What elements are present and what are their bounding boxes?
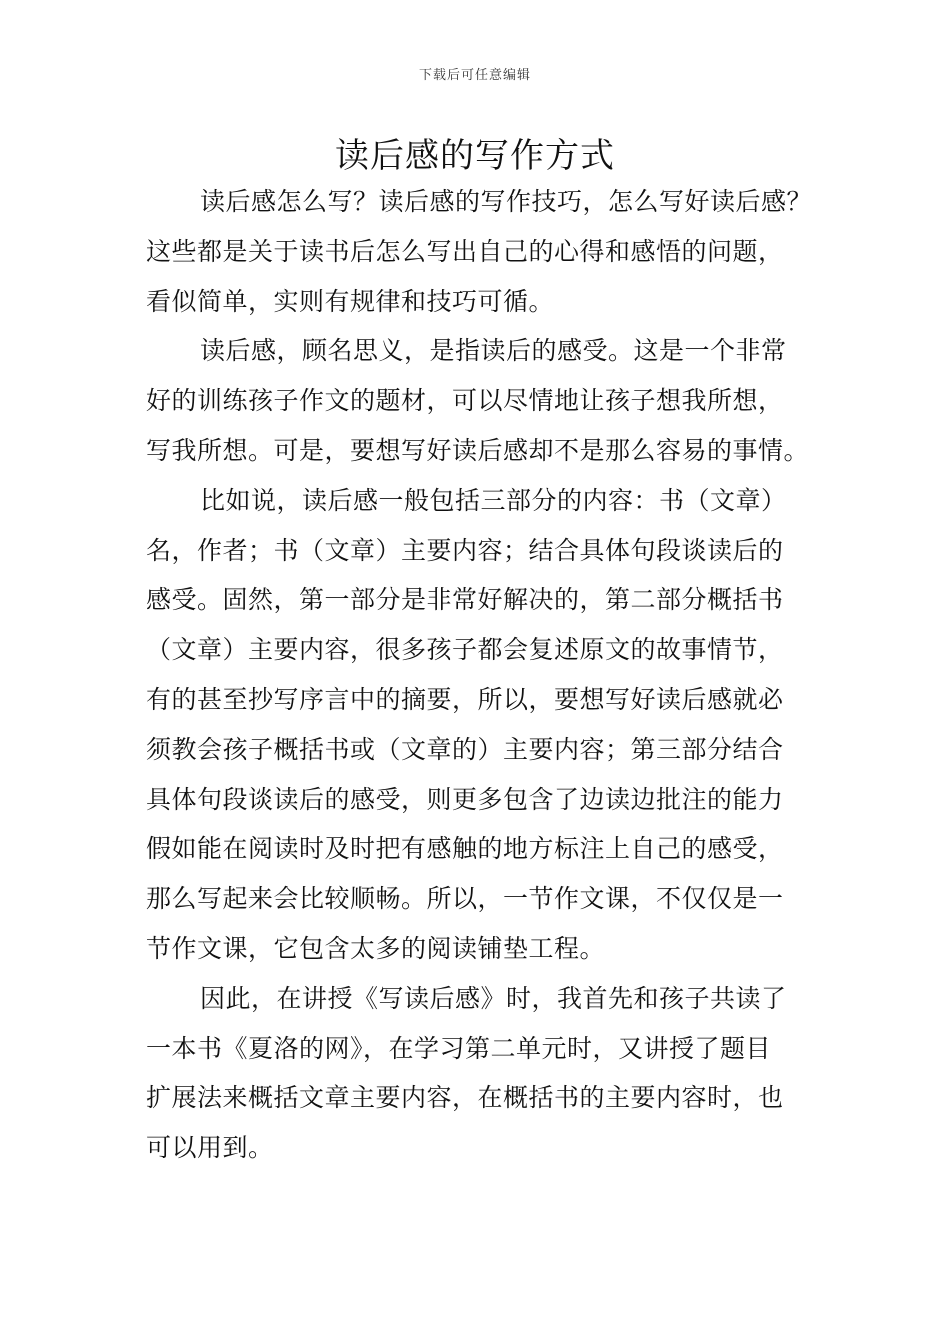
- paragraph-line: 有的甚至抄写序言中的摘要，所以，要想写好读后感就必: [146, 684, 784, 714]
- document-body: [146, 177, 813, 1173]
- paragraph-line: 名，作者；书（文章）主要内容；结合具体句段谈读后的: [146, 535, 784, 565]
- paragraph-line: 假如能在阅读时及时把有感触的地方标注上自己的感受，: [146, 834, 784, 864]
- paragraph-line: 看似简单，实则有规律和技巧可循。: [146, 286, 555, 316]
- paragraph-line: （文章）主要内容，很多孩子都会复述原文的故事情节，: [146, 635, 784, 665]
- paragraph-line: 这些都是关于读书后怎么写出自己的心得和感悟的问题，: [146, 236, 784, 266]
- paragraph-line: 读后感怎么写？读后感的写作技巧，怎么写好读后感？: [200, 187, 813, 216]
- paragraph-line: 读后感，顾名思义，是指读后的感受。这是一个非常: [200, 336, 787, 366]
- document-title: 读后感的写作方式: [335, 136, 615, 176]
- paragraph-line: 写我所想。可是，要想写好读后感却不是那么容易的事情。: [146, 435, 810, 465]
- paragraph-line: 因此，在讲授《写读后感》时，我首先和孩子共读了: [200, 983, 787, 1013]
- paragraph-line: 须教会孩子概括书或（文章的）主要内容；第三部分结合: [146, 734, 784, 764]
- paragraph-1: [146, 177, 813, 326]
- paragraph-3: [146, 476, 810, 974]
- page-header-note: 下载后可任意编辑: [418, 68, 531, 83]
- paragraph-line: 可以用到。: [146, 1133, 274, 1163]
- paragraph-line: 一本书《夏洛的网》，在学习第二单元时，又讲授了题目: [146, 1033, 772, 1063]
- paragraph-line: 节作文课，它包含太多的阅读铺垫工程。: [146, 933, 606, 963]
- paragraph-2: [146, 326, 810, 475]
- paragraph-line: 那么写起来会比较顺畅。所以，一节作文课，不仅仅是一: [146, 884, 784, 914]
- paragraph-line: 扩展法来概括文章主要内容，在概括书的主要内容时，也: [146, 1083, 784, 1113]
- paragraph-line: 好的训练孩子作文的题材，可以尽情地让孩子想我所想，: [146, 386, 784, 416]
- paragraph-line: 具体句段谈读后的感受，则更多包含了边读边批注的能力: [146, 784, 784, 814]
- paragraph-line: 比如说，读后感一般包括三部分的内容：书（文章）: [200, 485, 787, 515]
- paragraph-4: [146, 974, 810, 1173]
- paragraph-line: 感受。固然，第一部分是非常好解决的，第二部分概括书: [146, 585, 784, 615]
